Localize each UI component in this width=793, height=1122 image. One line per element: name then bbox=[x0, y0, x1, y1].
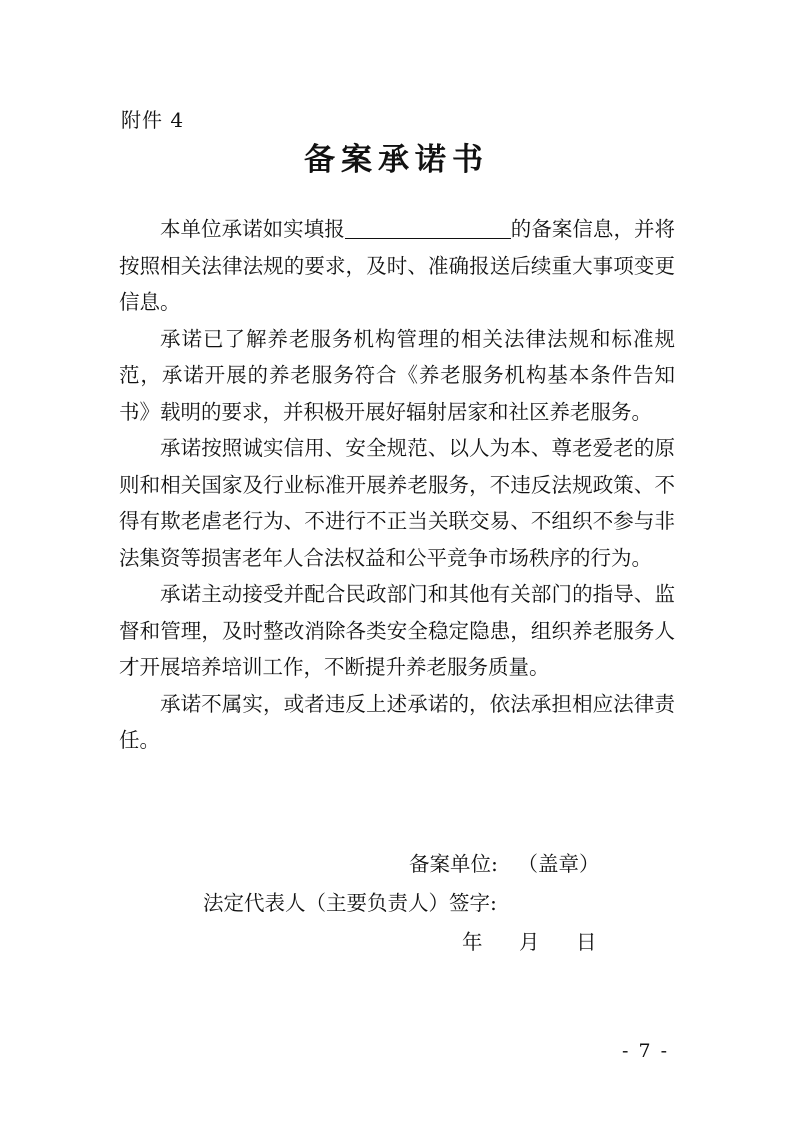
paragraph-1-lead: 本单位承诺如实填报 bbox=[160, 217, 345, 241]
date-line: 年 月 日 bbox=[462, 930, 597, 954]
document-title: 备案承诺书 bbox=[304, 142, 489, 178]
paragraph-4: 承诺主动接受并配合民政部门和其他有关部门的指导、监督和管理，及时整改消除各类安全稳定隐患，组织养老服务人才开展培养培训工作，不断提升养老服务质量。 bbox=[119, 582, 675, 679]
paragraph-1 bbox=[119, 211, 675, 321]
paragraph-5: 承诺不属实，或者违反上述承诺的，依法承担相应法律责任。 bbox=[119, 691, 675, 752]
attachment-label: 附件 4 bbox=[121, 108, 185, 132]
filing-unit-seal-line: 备案单位: （盖章） bbox=[409, 852, 600, 876]
paragraph-3: 承诺按照诚实信用、安全规范、以人为本、尊老爱老的原则和相关国家及行业标准开展养老服务，不违反法规政策、不得有欺老虐老行为、不进行不正当关联交易、不组织不参与非法集资等损害老年人合法权益和公平竞争市场秩序的行为。 bbox=[119, 436, 675, 570]
representative-signature-line: 法定代表人（主要负责人）签字: bbox=[203, 891, 497, 915]
paragraph-1-tail: 的备案信息，并将按照相关法律法规的要求，及时、准确报送后续重大事项变更信息。 bbox=[119, 217, 676, 314]
document-body bbox=[119, 211, 675, 759]
fill-in-blank[interactable] bbox=[345, 215, 511, 239]
paragraph-2: 承诺已了解养老服务机构管理的相关法律法规和标准规范，承诺开展的养老服务符合《养老服务机构基本条件告知书》载明的要求，并积极开展好辐射居家和社区养老服务。 bbox=[119, 326, 675, 424]
page-number: - 7 - bbox=[622, 1040, 670, 1062]
